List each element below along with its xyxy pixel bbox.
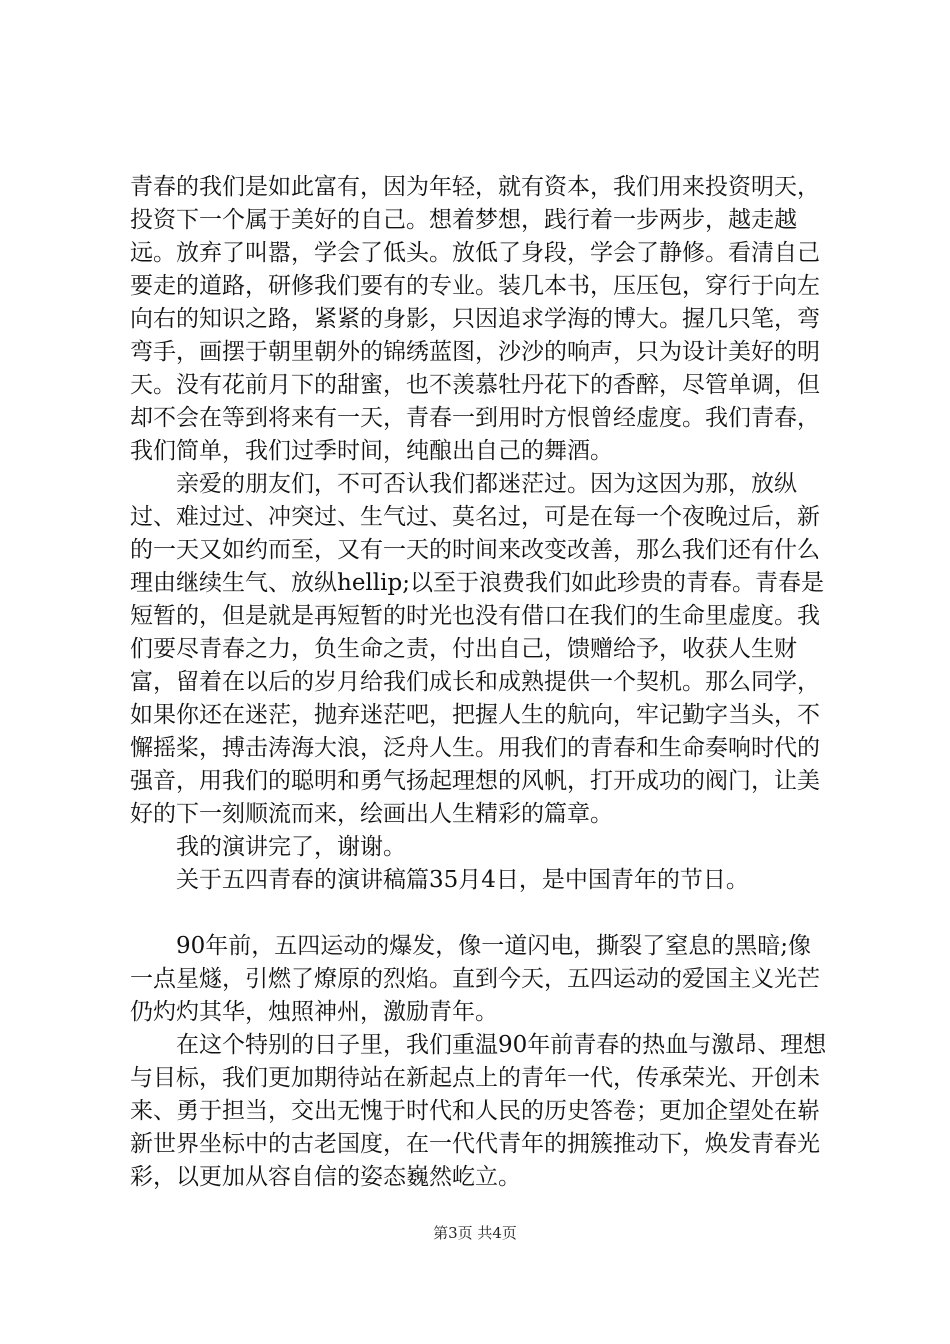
document-body: [130, 171, 830, 1194]
paragraph-friends-confusion: 亲爱的朋友们，不可否认我们都迷茫过。因为这因为那，放纵过、难过过、冲突过、生气过、莫名过，可是在每一个夜晚过后，新的一天又如约而至，又有一天的时间来改变改善，那么我们还有什么理由继续生气、放纵hellip;以至于浪费我们如此珍贵的青春。青春是短暂的，但是就是再短暂的时光也没有借口在我们的生命里虚度。我们要尽青春之力，负生命之责，付出自己，馈赠给予，收获人生财富，留着在以后的岁月给我们成长和成熟提供一个契机。那么同学，如果你还在迷茫，抛弃迷茫吧，把握人生的航向，牢记勤字当头，不懈摇桨，搏击涛海大浪，泛舟人生。用我们的青春和生命奏响时代的强音，用我们的聪明和勇气扬起理想的风帆，打开成功的阀门，让美好的下一刻顺流而来，绘画出人生精彩的篇章。: [130, 471, 824, 827]
paragraph-may-fourth-history: 90年前，五四运动的爆发，像一道闪电，撕裂了窒息的黑暗;像一点星燧，引燃了燎原的烈焰。直到今天，五四运动的爱国主义光芒仍灼灼其华，烛照神州，激励青年。: [130, 933, 820, 1025]
paragraph-speech-end: 我的演讲完了，谢谢。: [176, 834, 406, 860]
paragraph-youth-wealth: 青春的我们是如此富有，因为年轻，就有资本，我们用来投资明天，投资下一个属于美好的自己。想着梦想，践行着一步两步，越走越远。放弃了叫嚣，学会了低头。放低了身段，学会了静修。看清自己要走的道路，研修我们要有的专业。装几本书，压压包，穿行于向左向右的知识之路，紧紧的身影，只因追求学海的博大。握几只笔，弯弯手，画摆于朝里朝外的锦绣蓝图，沙沙的响声，只为设计美好的明天。没有花前月下的甜蜜，也不羡慕牡丹花下的香醉，尽管单调，但却不会在等到将来有一天，青春一到用时方恨曾经虚度。我们青春，我们简单，我们过季时间，纯酿出自己的舞酒。: [130, 174, 820, 464]
page-number-footer: 第3页 共4页: [433, 1224, 517, 1242]
paragraph-special-day: 在这个特别的日子里，我们重温90年前青春的热血与激昂、理想与目标，我们更加期待站在新起点上的青年一代，传承荣光、开创未来、勇于担当，交出无愧于时代和人民的历史答卷；更加企望处在崭新世界坐标中的古老国度，在一代代青年的拥簇推动下，焕发青春光彩，以更加从容自信的姿态巍然屹立。: [130, 1032, 827, 1190]
paragraph-may-fourth-title: 关于五四青春的演讲稿篇35月4日，是中国青年的节日。: [176, 867, 749, 893]
